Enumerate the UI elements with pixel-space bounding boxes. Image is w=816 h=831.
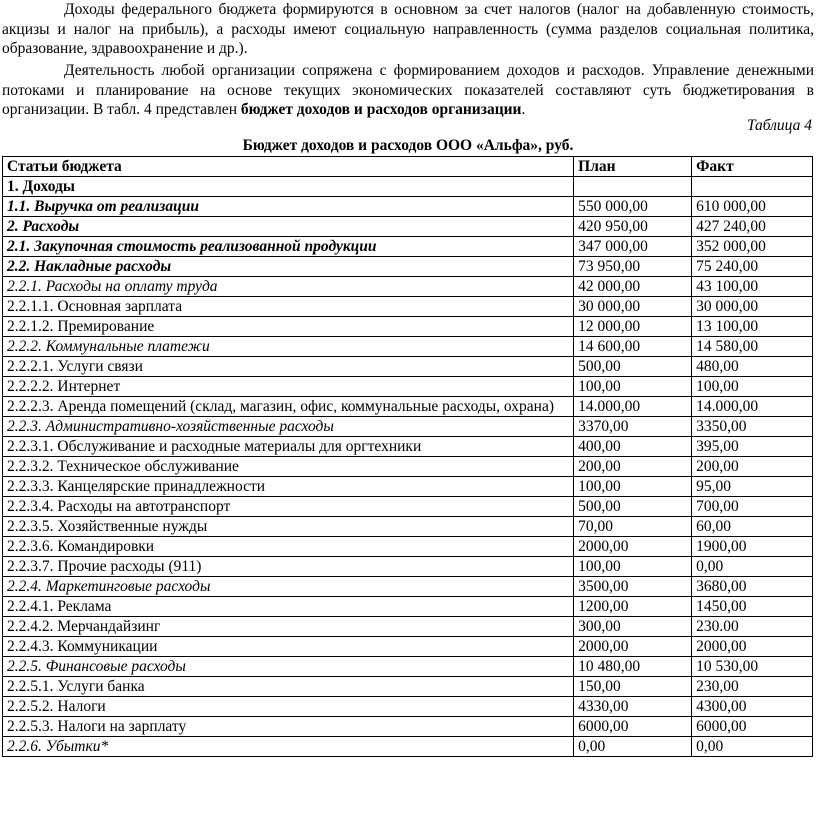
fact-value-cell: 4300,00 bbox=[692, 697, 813, 717]
plan-value-cell: 1200,00 bbox=[574, 597, 692, 617]
fact-value-cell: 75 240,00 bbox=[692, 257, 813, 277]
budget-item-cell: 2.2.3. Административно-хозяйственные расходы bbox=[3, 417, 574, 437]
plan-value-cell: 14 600,00 bbox=[574, 337, 692, 357]
fact-value-cell: 3350,00 bbox=[692, 417, 813, 437]
table-row bbox=[3, 597, 813, 617]
fact-value-cell: 700,00 bbox=[692, 497, 813, 517]
table-row bbox=[3, 277, 813, 297]
header-fact: Факт bbox=[692, 157, 813, 177]
fact-value-cell: 0,00 bbox=[692, 557, 813, 577]
plan-value-cell bbox=[574, 177, 692, 197]
paragraph-organization-budgeting bbox=[2, 61, 814, 120]
budget-item-cell: 2.2.4.3. Коммуникации bbox=[3, 637, 574, 657]
plan-value-cell: 6000,00 bbox=[574, 717, 692, 737]
table-row bbox=[3, 697, 813, 717]
fact-value-cell: 610 000,00 bbox=[692, 197, 813, 217]
table-row bbox=[3, 617, 813, 637]
plan-value-cell: 100,00 bbox=[574, 377, 692, 397]
fact-value-cell: 14.000,00 bbox=[692, 397, 813, 417]
budget-item-cell: 2.2.2. Коммунальные платежи bbox=[3, 337, 574, 357]
plan-value-cell: 100,00 bbox=[574, 557, 692, 577]
fact-value-cell: 43 100,00 bbox=[692, 277, 813, 297]
budget-item-cell: 2.2.1. Расходы на оплату труда bbox=[3, 277, 574, 297]
fact-value-cell: 480,00 bbox=[692, 357, 813, 377]
plan-value-cell: 3370,00 bbox=[574, 417, 692, 437]
table-row bbox=[3, 657, 813, 677]
plan-value-cell: 2000,00 bbox=[574, 637, 692, 657]
budget-item-cell: 2.2. Накладные расходы bbox=[3, 257, 574, 277]
table-row bbox=[3, 337, 813, 357]
table-row bbox=[3, 397, 813, 417]
fact-value-cell bbox=[692, 177, 813, 197]
budget-item-cell: 2.2.3.4. Расходы на автотранспорт bbox=[3, 497, 574, 517]
budget-item-cell: 2.2.3.2. Техническое обслуживание bbox=[3, 457, 574, 477]
plan-value-cell: 300,00 bbox=[574, 617, 692, 637]
table-row bbox=[3, 457, 813, 477]
fact-value-cell: 13 100,00 bbox=[692, 317, 813, 337]
fact-value-cell: 230,00 bbox=[692, 677, 813, 697]
table-row bbox=[3, 637, 813, 657]
fact-value-cell: 14 580,00 bbox=[692, 337, 813, 357]
table-row bbox=[3, 237, 813, 257]
budget-item-cell: 2.2.5.3. Налоги на зарплату bbox=[3, 717, 574, 737]
budget-item-cell: 2.2.1.1. Основная зарплата bbox=[3, 297, 574, 317]
fact-value-cell: 1900,00 bbox=[692, 537, 813, 557]
plan-value-cell: 0,00 bbox=[574, 737, 692, 757]
budget-item-cell: 2.2.2.1. Услуги связи bbox=[3, 357, 574, 377]
budget-item-cell: 2.2.4. Маркетинговые расходы bbox=[3, 577, 574, 597]
table-number-caption: Таблица 4 bbox=[746, 117, 812, 134]
plan-value-cell: 70,00 bbox=[574, 517, 692, 537]
fact-value-cell: 60,00 bbox=[692, 517, 813, 537]
table-row bbox=[3, 377, 813, 397]
plan-value-cell: 14.000,00 bbox=[574, 397, 692, 417]
table-row bbox=[3, 517, 813, 537]
table-row bbox=[3, 497, 813, 517]
paragraph-bold-term: бюджет доходов и расходов организации bbox=[240, 101, 522, 118]
table-body bbox=[3, 177, 813, 757]
budget-item-cell: 2.2.5.1. Услуги банка bbox=[3, 677, 574, 697]
fact-value-cell: 10 530,00 bbox=[692, 657, 813, 677]
plan-value-cell: 550 000,00 bbox=[574, 197, 692, 217]
table-row bbox=[3, 477, 813, 497]
fact-value-cell: 95,00 bbox=[692, 477, 813, 497]
plan-value-cell: 3500,00 bbox=[574, 577, 692, 597]
fact-value-cell: 3680,00 bbox=[692, 577, 813, 597]
budget-item-cell: 2.2.3.1. Обслуживание и расходные материалы для оргтехники bbox=[3, 437, 574, 457]
plan-value-cell: 347 000,00 bbox=[574, 237, 692, 257]
budget-item-cell: 2.2.3.6. Командировки bbox=[3, 537, 574, 557]
plan-value-cell: 150,00 bbox=[574, 677, 692, 697]
table-row bbox=[3, 537, 813, 557]
plan-value-cell: 420 950,00 bbox=[574, 217, 692, 237]
budget-item-cell: 2.2.5. Финансовые расходы bbox=[3, 657, 574, 677]
paragraph-end: . bbox=[521, 101, 526, 118]
table-row bbox=[3, 217, 813, 237]
table-row bbox=[3, 177, 813, 197]
plan-value-cell: 30 000,00 bbox=[574, 297, 692, 317]
budget-item-cell: 1. Доходы bbox=[3, 177, 574, 197]
budget-item-cell: 2.2.6. Убытки* bbox=[3, 737, 574, 757]
table-title: Бюджет доходов и расходов ООО «Альфа», руб. bbox=[242, 137, 574, 154]
plan-value-cell: 200,00 bbox=[574, 457, 692, 477]
budget-item-cell: 2.2.4.2. Мерчандайзинг bbox=[3, 617, 574, 637]
table-row bbox=[3, 717, 813, 737]
budget-item-cell: 2.2.4.1. Реклама bbox=[3, 597, 574, 617]
fact-value-cell: 352 000,00 bbox=[692, 237, 813, 257]
fact-value-cell: 230.00 bbox=[692, 617, 813, 637]
fact-value-cell: 395,00 bbox=[692, 437, 813, 457]
budget-item-cell: 1.1. Выручка от реализации bbox=[3, 197, 574, 217]
fact-value-cell: 2000,00 bbox=[692, 637, 813, 657]
header-budget-items: Статьи бюджета bbox=[3, 157, 574, 177]
table-row bbox=[3, 197, 813, 217]
plan-value-cell: 400,00 bbox=[574, 437, 692, 457]
budget-item-cell: 2.1. Закупочная стоимость реализованной продукции bbox=[3, 237, 574, 257]
budget-item-cell: 2.2.3.3. Канцелярские принадлежности bbox=[3, 477, 574, 497]
table-row bbox=[3, 357, 813, 377]
plan-value-cell: 100,00 bbox=[574, 477, 692, 497]
table-row bbox=[3, 677, 813, 697]
fact-value-cell: 200,00 bbox=[692, 457, 813, 477]
paragraph-text: Деятельность любой организации сопряжена с формированием доходов и расходов. Управление денежными потоками и планирование на основе текущих экономических показателей составляют суть бюджетирования в организации. В табл. 4 представлен bbox=[2, 62, 814, 118]
fact-value-cell: 0,00 bbox=[692, 737, 813, 757]
plan-value-cell: 2000,00 bbox=[574, 537, 692, 557]
header-plan: План bbox=[574, 157, 692, 177]
budget-item-cell: 2.2.3.5. Хозяйственные нужды bbox=[3, 517, 574, 537]
table-header-row bbox=[3, 157, 813, 177]
table-row bbox=[3, 257, 813, 277]
budget-item-cell: 2. Расходы bbox=[3, 217, 574, 237]
plan-value-cell: 42 000,00 bbox=[574, 277, 692, 297]
table-row bbox=[3, 417, 813, 437]
plan-value-cell: 10 480,00 bbox=[574, 657, 692, 677]
budget-item-cell: 2.2.2.3. Аренда помещений (склад, магазин, офис, коммунальные расходы, охрана) bbox=[3, 397, 574, 417]
budget-item-cell: 2.2.2.2. Интернет bbox=[3, 377, 574, 397]
table-row bbox=[3, 437, 813, 457]
plan-value-cell: 73 950,00 bbox=[574, 257, 692, 277]
table-row bbox=[3, 317, 813, 337]
fact-value-cell: 6000,00 bbox=[692, 717, 813, 737]
budget-item-cell: 2.2.1.2. Премирование bbox=[3, 317, 574, 337]
plan-value-cell: 12 000,00 bbox=[574, 317, 692, 337]
paragraph-budget-revenues: Доходы федерального бюджета формируются в основном за счет налогов (налог на добавленную стоимость, акцизы и налог на прибыль), а расходы имеют социальную направленность (сумма разделов социальная политика, образование, здравоохранение и др.). bbox=[2, 1, 814, 57]
table-row bbox=[3, 297, 813, 317]
table-row bbox=[3, 737, 813, 757]
plan-value-cell: 500,00 bbox=[574, 357, 692, 377]
fact-value-cell: 100,00 bbox=[692, 377, 813, 397]
fact-value-cell: 1450,00 bbox=[692, 597, 813, 617]
budget-table bbox=[2, 156, 813, 757]
fact-value-cell: 30 000,00 bbox=[692, 297, 813, 317]
budget-item-cell: 2.2.3.7. Прочие расходы (911) bbox=[3, 557, 574, 577]
plan-value-cell: 4330,00 bbox=[574, 697, 692, 717]
table-row bbox=[3, 577, 813, 597]
table-row bbox=[3, 557, 813, 577]
plan-value-cell: 500,00 bbox=[574, 497, 692, 517]
fact-value-cell: 427 240,00 bbox=[692, 217, 813, 237]
budget-item-cell: 2.2.5.2. Налоги bbox=[3, 697, 574, 717]
